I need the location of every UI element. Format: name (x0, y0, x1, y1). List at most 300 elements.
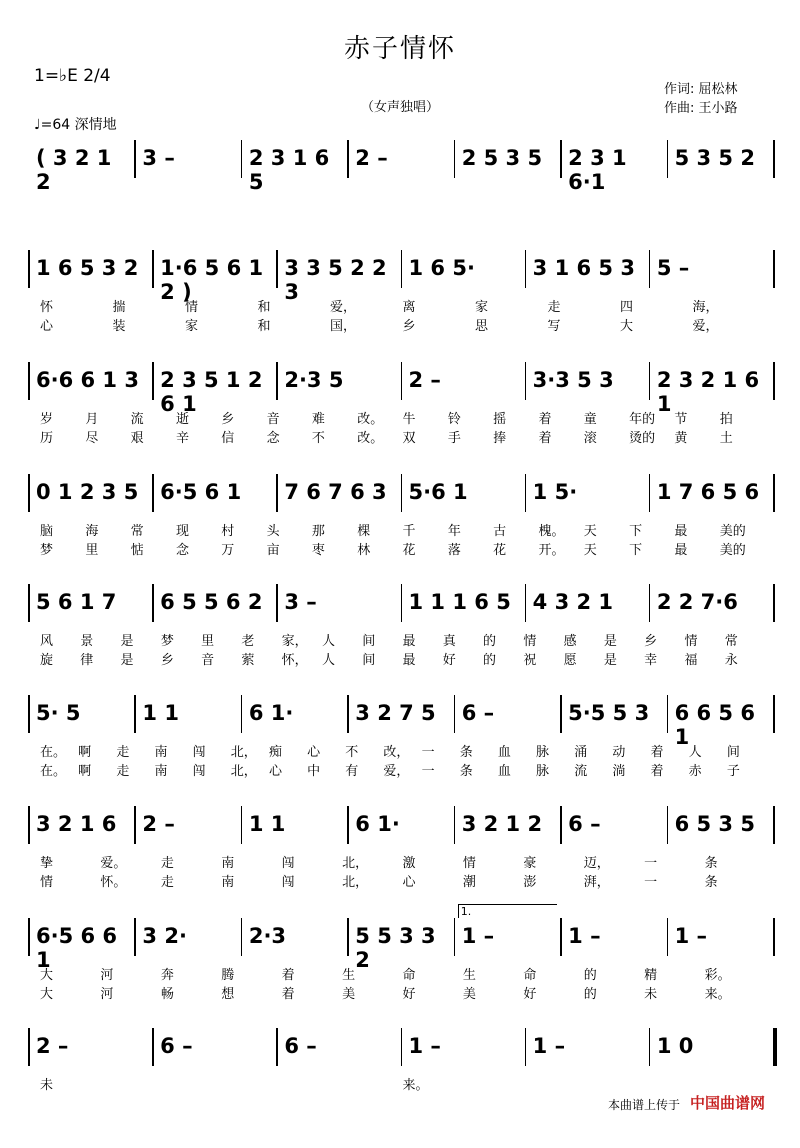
lyric-syllable: 流 (130, 412, 144, 427)
lyric-syllable: 河 (100, 968, 114, 983)
lyric-syllable: 未 (40, 1078, 54, 1093)
notes-row (30, 584, 775, 620)
lyric-syllable: 南 (154, 745, 168, 760)
lyric-syllable: 和 (257, 319, 271, 334)
lyric-syllable: 拍 (719, 412, 733, 427)
bar-line (773, 918, 775, 956)
lyric-syllable: 改， (383, 745, 410, 760)
lyric-syllable: 土 (719, 431, 733, 446)
lyric-syllable: 花 (402, 543, 416, 558)
music-system (0, 362, 800, 482)
measure: 5·5 5 3 (568, 701, 650, 725)
lyric-syllable: 难 (311, 412, 325, 427)
measure: 1 1 (142, 701, 179, 725)
bar-line (134, 695, 136, 733)
lyric-syllable: 闯 (281, 875, 295, 890)
lyric-syllable: 怀 (40, 300, 54, 315)
lyric-syllable: 走 (160, 856, 174, 871)
lyric-syllable: 梦 (160, 634, 174, 649)
lyric-syllable: 辛 (175, 431, 189, 446)
lyric-syllable: 情 (462, 856, 476, 871)
notes-row (30, 695, 775, 749)
lyric-syllable: 南 (221, 875, 235, 890)
site-logo: 中国曲谱网 (690, 1094, 766, 1112)
lyric-syllable: 的 (583, 987, 597, 1002)
lyric-syllable: 四 (620, 300, 634, 315)
lyric-syllable: 生 (462, 968, 476, 983)
lyric-syllable: 激 (402, 856, 416, 871)
bar-line (347, 806, 349, 844)
lyric-syllable: 一 (644, 856, 658, 871)
lyric-syllable: 挚 (40, 856, 54, 871)
lyric-syllable: 中 (307, 764, 321, 779)
lyric-syllable: 情 (523, 634, 537, 649)
lyric-syllable: 的 (483, 634, 497, 649)
lyric-syllable: 着 (538, 412, 552, 427)
lyric-syllable: 血 (497, 745, 511, 760)
notes-row (30, 474, 775, 510)
measure: 3 – (142, 146, 175, 170)
lyric-syllable: 爱， (330, 300, 357, 315)
lyric-syllable: 大 (620, 319, 634, 334)
lyric-syllable: 美的 (719, 524, 746, 539)
lyric-syllable: 着 (538, 431, 552, 446)
notes-row (30, 250, 775, 304)
lyric-syllable: 改。 (357, 431, 384, 446)
lyric-syllable: 着 (650, 764, 664, 779)
lyric-syllable: 棵 (357, 524, 371, 539)
notes-row (30, 806, 775, 842)
lyric-syllable: 家 (475, 300, 489, 315)
measure: ( 3 2 1 2 (36, 146, 112, 194)
lyric-syllable: 岁 (40, 412, 54, 427)
bar-line (667, 918, 669, 956)
lyric-syllable: 子 (726, 764, 740, 779)
lyric-syllable: 天 (583, 543, 597, 558)
music-system (0, 474, 800, 594)
bar-line (667, 695, 669, 733)
lyric-syllable: 海 (85, 524, 99, 539)
measure: 1 – (461, 924, 495, 948)
song-title: 赤子情怀 (343, 34, 456, 64)
measure: 6 – (284, 1034, 317, 1058)
lyric-syllable: 不 (345, 745, 359, 760)
lyric-syllable: 大 (40, 987, 54, 1002)
bar-line (347, 140, 349, 178)
lyric-syllable: 村 (221, 524, 235, 539)
measure: 5 6 1 7 (36, 590, 117, 614)
lyric-syllable: 常 (130, 524, 144, 539)
lyric-syllable: 南 (154, 764, 168, 779)
music-system (0, 140, 800, 260)
lyric-syllable: 律 (80, 653, 94, 668)
measure: 7 6 7 6 3 (284, 480, 387, 504)
lyric-syllable: 古 (493, 524, 507, 539)
lyric-syllable: 童 (583, 412, 597, 427)
bar-line (152, 474, 154, 512)
bar-line (241, 918, 243, 956)
lyric-syllable: 是 (120, 653, 134, 668)
lyric-syllable: 音 (201, 653, 215, 668)
lyric-syllable: 北， (230, 764, 257, 779)
measure: 5· 5 (36, 701, 81, 725)
bar-line (525, 362, 527, 400)
bar-line (773, 584, 775, 622)
lyric-syllable: 心 (307, 745, 321, 760)
measure: 1 1 (248, 812, 286, 836)
lyric-syllable: 天 (583, 524, 597, 539)
lyric-syllable: 手 (447, 431, 461, 446)
bar-line (649, 250, 651, 288)
bar-line (347, 918, 349, 956)
lyric-syllable: 动 (612, 745, 626, 760)
bar-line (401, 362, 403, 400)
subtitle: （女声独唱） (360, 100, 439, 115)
measure: 3·3 5 3 (532, 368, 614, 392)
measure: 1 – (674, 924, 707, 948)
bar-line (560, 806, 562, 844)
lyric-syllable: 铃 (447, 412, 461, 427)
bar-line (28, 474, 30, 512)
measure: 1 6 5 3 2 (36, 256, 139, 280)
lyric-syllable: 念 (266, 431, 280, 446)
lyric-syllable: 有 (345, 764, 359, 779)
bar-line (649, 584, 651, 622)
measure: 2·3 5 (284, 368, 344, 392)
bar-line (28, 918, 30, 956)
bar-line (525, 474, 527, 512)
lyric-syllable: 澎 (523, 875, 537, 890)
lyric-syllable: 旋 (40, 653, 54, 668)
bar-line (560, 918, 562, 956)
lyric-syllable: 头 (266, 524, 280, 539)
lyric-syllable: 黄 (674, 431, 688, 446)
lyric-syllable: 里 (201, 634, 215, 649)
bar-line (773, 362, 775, 400)
lyric-syllable: 好 (402, 987, 416, 1002)
bar-line (649, 362, 651, 400)
composer: 作曲: 王小路 (664, 101, 738, 116)
lyric-syllable: 福 (684, 653, 698, 668)
bar-line (401, 250, 403, 288)
lyric-syllable: 乡 (644, 634, 658, 649)
lyric-syllable: 装 (112, 319, 126, 334)
lyric-syllable: 脉 (536, 764, 550, 779)
measure: 0 1 2 3 5 (36, 480, 139, 504)
bar-line (276, 584, 278, 622)
lyric-syllable: 尽 (85, 431, 99, 446)
music-system (0, 695, 800, 815)
lyric-syllable: 迈， (583, 856, 610, 871)
lyric-syllable: 年 (447, 524, 461, 539)
measure: 2 3 5 1 2 6 1 (160, 368, 263, 416)
measure: 3 2 7 5 (355, 701, 436, 725)
measure: 2 3 1 6 5 (248, 146, 330, 194)
lyric-syllable: 闯 (281, 856, 295, 871)
tempo-marking: ♩=64 深情地 (34, 117, 117, 133)
measure: 6 6 5 6 1 (674, 701, 755, 749)
lyric-syllable: 风 (40, 634, 54, 649)
bar-line (667, 140, 669, 178)
lyric-syllable: 一 (421, 764, 435, 779)
credits (664, 80, 738, 118)
bar-line (134, 918, 136, 956)
bar-line (28, 695, 30, 733)
lyric-syllable: 信 (221, 431, 235, 446)
footer-text: 本曲谱上传于 (608, 1098, 681, 1112)
lyric-syllable: 潮 (462, 875, 476, 890)
bar-line (401, 584, 403, 622)
measure: 2 – (355, 146, 388, 170)
lyric-syllable: 节 (674, 412, 688, 427)
lyric-syllable: 人 (321, 653, 335, 668)
lyric-syllable: 畅 (160, 987, 174, 1002)
measure: 1·6 5 6 1 2 ) (160, 256, 264, 304)
lyric-syllable: 好 (442, 653, 456, 668)
bar-line (276, 474, 278, 512)
bar-line (773, 140, 775, 178)
measure: 2 5 3 5 (461, 146, 543, 170)
bar-line (152, 1028, 154, 1066)
measure: 1 0 (656, 1034, 694, 1058)
lyric-syllable: 乡 (160, 653, 174, 668)
bar-line (28, 584, 30, 622)
measure: 6 1· (248, 701, 294, 725)
lyric-syllable: 间 (362, 634, 376, 649)
lyric-syllable: 国， (330, 319, 357, 334)
measure: 3 2 1 6 (36, 812, 117, 836)
measure: 3 2 1 2 (461, 812, 543, 836)
measure: 2 – (142, 812, 175, 836)
lyric-syllable: 乡 (221, 412, 235, 427)
music-system (0, 584, 800, 704)
lyric-syllable: 烫的 (629, 431, 656, 446)
lyric-syllable: 在。 (40, 764, 67, 779)
lyric-syllable: 啊 (78, 745, 92, 760)
lyric-syllable: 美的 (719, 543, 746, 558)
lyric-syllable: 人 (321, 634, 335, 649)
lyric-syllable: 音 (266, 412, 280, 427)
lyric-syllable: 着 (281, 968, 295, 983)
lyric-syllable: 滚 (583, 431, 597, 446)
lyric-syllable: 着 (281, 987, 295, 1002)
lyric-syllable: 脉 (536, 745, 550, 760)
lyric-syllable: 枣 (311, 543, 325, 558)
lyric-syllable: 怀， (281, 653, 308, 668)
music-system (0, 905, 800, 1038)
lyric-syllable: 一 (421, 745, 435, 760)
bar-line (454, 806, 456, 844)
bar-line (241, 695, 243, 733)
lyric-syllable: 年的 (629, 412, 656, 427)
lyric-syllable: 条 (459, 745, 473, 760)
measure: 1 7 6 5 6 (656, 480, 760, 504)
bar-line (276, 1028, 278, 1066)
lyric-syllable: 走 (547, 300, 561, 315)
lyric-syllable: 历 (40, 431, 54, 446)
bar-line (773, 1028, 777, 1066)
lyric-syllable: 念 (175, 543, 189, 558)
bar-line (28, 1028, 30, 1066)
bar-line (560, 695, 562, 733)
lyric-syllable: 亩 (266, 543, 280, 558)
lyric-syllable: 写 (547, 319, 561, 334)
lyric-syllable: 最 (402, 634, 416, 649)
lyric-syllable: 啊 (78, 764, 92, 779)
notes-row (30, 362, 775, 416)
measure: 2·3 (248, 924, 287, 948)
bar-line (525, 1028, 527, 1066)
lyric-syllable: 闯 (192, 764, 206, 779)
lyric-syllable: 是 (120, 634, 134, 649)
lyric-syllable: 真 (442, 634, 456, 649)
bar-line (649, 474, 651, 512)
lyric-syllable: 景 (80, 634, 94, 649)
measure: 1 – (532, 1034, 566, 1058)
lyric-syllable: 逝 (175, 412, 189, 427)
bar-line (28, 362, 30, 400)
lyric-syllable: 愿 (563, 653, 577, 668)
lyric-syllable: 河 (100, 987, 114, 1002)
lyric-syllable: 家， (281, 634, 308, 649)
lyric-syllable: 开。 (538, 543, 565, 558)
lyric-syllable: 捧 (493, 431, 507, 446)
lyric-syllable: 现 (175, 524, 189, 539)
measure: 1 5· (532, 480, 578, 504)
measure: 2 – (36, 1034, 69, 1058)
music-system (0, 806, 800, 926)
bar-line (28, 806, 30, 844)
measure: 3 2· (142, 924, 187, 948)
lyric-syllable: 双 (402, 431, 416, 446)
lyric-syllable: 奔 (160, 968, 174, 983)
measure: 6 – (160, 1034, 193, 1058)
measure: 2 3 2 1 6 1 (656, 368, 760, 416)
lyric-syllable: 闯 (192, 745, 206, 760)
lyric-syllable: 来。 (402, 1078, 429, 1093)
lyric-syllable: 生 (342, 968, 356, 983)
notes-row (30, 140, 775, 194)
lyric-syllable: 走 (160, 875, 174, 890)
lyric-syllable: 走 (116, 745, 130, 760)
lyric-syllable: 条 (704, 875, 718, 890)
measure: 6 5 5 6 2 (160, 590, 263, 614)
lyric-syllable: 幸 (644, 653, 658, 668)
lyric-syllable: 情 (40, 875, 54, 890)
lyric-syllable: 腾 (221, 968, 235, 983)
bar-line (454, 918, 456, 956)
lyric-syllable: 惦 (130, 543, 144, 558)
lyric-syllable: 心 (268, 764, 282, 779)
lyric-syllable: 涌 (574, 745, 588, 760)
key-signature: 1=♭E 2/4 (34, 66, 111, 86)
music-system (0, 250, 800, 370)
bar-line (773, 474, 775, 512)
lyric-syllable: 萦 (241, 653, 255, 668)
bar-line (276, 362, 278, 400)
lyric-syllable: 脑 (40, 524, 54, 539)
lyric-syllable: 条 (704, 856, 718, 871)
bar-line (525, 584, 527, 622)
lyric-syllable: 大 (40, 968, 54, 983)
bar-line (241, 806, 243, 844)
lyric-syllable: 豪 (523, 856, 537, 871)
lyric-syllable: 改。 (357, 412, 384, 427)
lyric-syllable: 淌 (612, 764, 626, 779)
lyric-syllable: 的 (483, 653, 497, 668)
measure: 3 1 6 5 3 (532, 256, 635, 280)
lyric-syllable: 梦 (40, 543, 54, 558)
lyric-syllable: 万 (221, 543, 235, 558)
lyric-syllable: 湃， (583, 875, 610, 890)
measure: 6·5 6 6 1 (36, 924, 118, 972)
bar-line (525, 250, 527, 288)
bar-line (401, 474, 403, 512)
lyric-syllable: 是 (603, 634, 617, 649)
measure: 5 – (656, 256, 690, 280)
lyric-syllable: 在。 (40, 745, 67, 760)
lyric-syllable: 人 (688, 745, 702, 760)
bar-line (152, 362, 154, 400)
lyric-syllable: 林 (357, 543, 371, 558)
lyric-syllable: 着 (650, 745, 664, 760)
measure: 5·6 1 (408, 480, 468, 504)
lyric-syllable: 未 (644, 987, 658, 1002)
lyric-syllable: 那 (311, 524, 325, 539)
lyric-syllable: 老 (241, 634, 255, 649)
bar-line (276, 250, 278, 288)
lyric-syllable: 血 (497, 764, 511, 779)
bar-line (773, 806, 775, 844)
lyric-syllable: 怀。 (100, 875, 127, 890)
bar-line (560, 140, 562, 178)
lyric-syllable: 下 (629, 524, 643, 539)
lyric-syllable: 和 (257, 300, 271, 315)
lyric-syllable: 好 (523, 987, 537, 1002)
lyric-syllable: 的 (583, 968, 597, 983)
lyric-syllable: 北， (342, 875, 369, 890)
measure: 2 3 1 6·1 (568, 146, 627, 194)
lyric-syllable: 命 (402, 968, 416, 983)
lyric-syllable: 想 (221, 987, 235, 1002)
bar-line (667, 806, 669, 844)
lyric-syllable: 祝 (523, 653, 537, 668)
bar-line (454, 695, 456, 733)
bar-line (28, 250, 30, 288)
measure: 3 – (284, 590, 317, 614)
measure: 4 3 2 1 (532, 590, 614, 614)
lyric-syllable: 牛 (402, 412, 416, 427)
lyric-syllable: 心 (402, 875, 416, 890)
lyric-syllable: 情 (185, 300, 199, 315)
lyric-syllable: 命 (523, 968, 537, 983)
lyric-syllable: 海， (692, 300, 719, 315)
lyric-syllable: 揣 (112, 300, 126, 315)
lyric-syllable: 摇 (493, 412, 507, 427)
measure: 1 1 1 6 5 (408, 590, 511, 614)
lyric-syllable: 爱， (383, 764, 410, 779)
bar-line (134, 140, 136, 178)
lyric-syllable: 爱， (692, 319, 719, 334)
bar-line (347, 695, 349, 733)
lyric-syllable: 美 (462, 987, 476, 1002)
bar-line (241, 140, 243, 178)
lyric-syllable: 最 (674, 524, 688, 539)
measure: 3 3 5 2 2 3 (284, 256, 387, 304)
lyric-syllable: 南 (221, 856, 235, 871)
lyric-syllable: 爱。 (100, 856, 127, 871)
lyric-syllable: 最 (674, 543, 688, 558)
